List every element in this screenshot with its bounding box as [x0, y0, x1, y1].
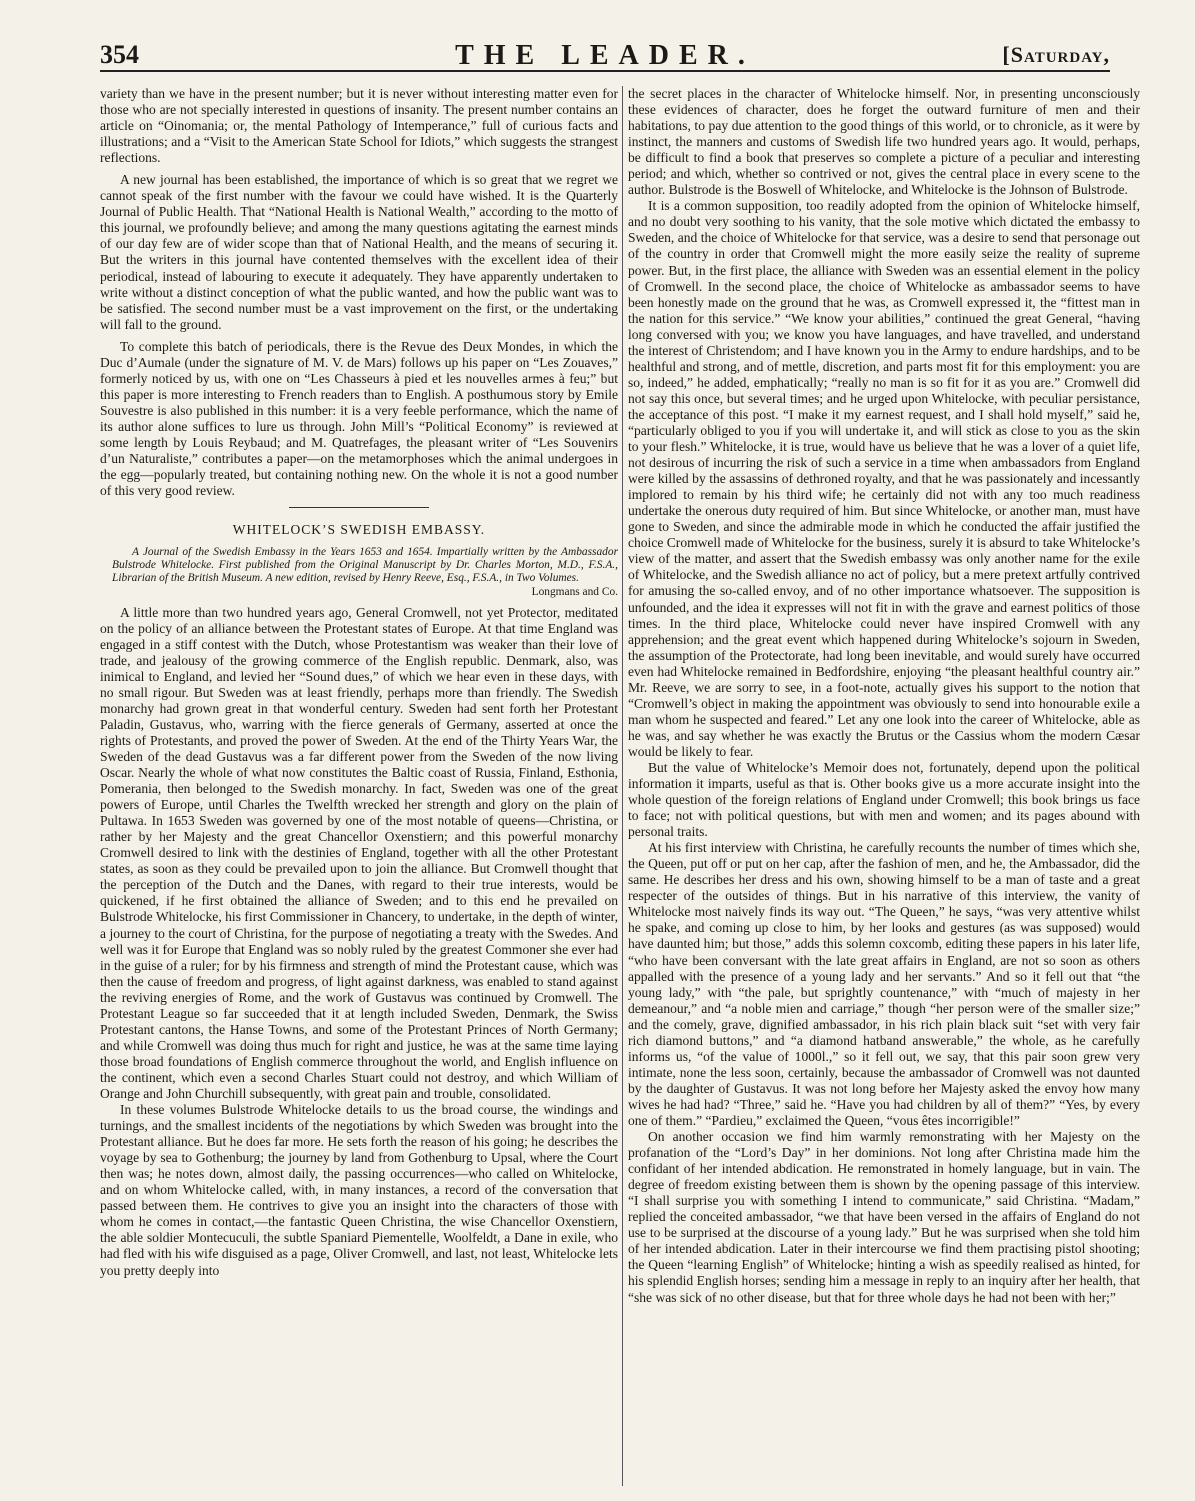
paragraph: To complete this batch of periodicals, there is the Revue des Deux Mondes, in which the Duc d’Aumale (under the signature of M. V. de Mars) follows up his paper on “Les Zouaves,” formerly noticed by us, with one on “Les Chasseurs à pied et les nouvelles armes à feu;” but this paper is more interesting to French readers than to English. A posthumous story by Emile Souvestre is also published in this number: it is a very feeble performance, which the name of its author alone suffices to lure us through. John Mill’s “Political Economy” is reviewed at some length by Louis Reybaud; and M. Quatrefages, the pleasant writer of “Les Souvenirs d’un Naturaliste,” contributes a paper—on the metamorphoses which the animal undergoes in the egg—popularly treated, but containing nothing new. On the whole it is not a good number of this very good review. [100, 338, 618, 499]
paragraph: It is a common supposition, too readily adopted from the opinion of Whitelocke himself, and no doubt very soothing to his vanity, that the sole motive which dictated the embassy to Sweden, and the choice of Whitelocke for that service, was a desire to send that personage out of the country in order that Cromwell might the more easily seize the reality of supreme power. But, in the first place, the alliance with Sweden was an essential element in the policy of Cromwell. In the second place, the choice of Whitelocke as ambassador seems to have been honestly made on the ground that he was, as Cromwell expressed it, the “fittest man in the nation for this service.” “We know your abilities,” continued the great General, “having long conversed with you; we know you have languages, and have travelled, and understand the interest of Christendom; and I have known you in the Army to endure hardships, and to be healthful and strong, and of mettle, discretion, and parts most fit for this employment: you are so, indeed,” he added, emphatically; “really no man is so fit for it as you are.” Cromwell did not say this once, but several times; and he urged upon Whitelocke, with peculiar persistance, the acceptance of this post. “I make it my earnest request, and I shall hold myself,” said he, “particularly obliged to you if you will undertake it, and will stick as close to you as the skin to your flesh.” Whitelocke, it is true, would have us believe that he was a lover of a quiet life, not desirous of incurring the risk of such a service in a time when ambassadors from England were killed by the assassins of dethroned royalty, and that he was passionately and incessantly implored to remain by his third wife; he certainly did not with any too much readiness undertake the onerous duty required of him. But since Whitelocke, or another man, must have gone to Sweden, and since the admirable mode in which he conducted the affair justified the choice Cromwell made of Whitelocke for the business, surely it is absurd to take Whitelocke’s view of the matter, and assert that the Swedish embassy was only another name for the exile of Whitelocke, and the Swedish alliance no act of policy, but a mere pretext artfully contrived for amusing the so-called envoy, and of no other importance whatsoever. The supposition is unfounded, and the idea it expresses will not fit in with the grave and earnest politics of those times. In the third place, Whitelocke could never have inspired Cromwell with any apprehension; and the great event which happened during Whitelocke’s sojourn in Sweden, the assumption of the Protectorate, had long been inevitable, and would surely have occurred even had Whitelocke remained in Bedfordshire, enjoying “the pleasant healthful country air.” Mr. Reeve, we are sorry to see, in a foot-note, actually gives his support to the notion that “Cromwell’s object in making the appointment was obviously to send into honourable exile a man whom he suspected and feared.” Let any one look into the career of Whitelocke, able as he was, and say whether he was exactly the Brutus or the Cassius whom the modern Cæsar would be likely to fear. [628, 198, 1140, 759]
section-divider [289, 507, 429, 508]
paragraph: But the value of Whitelocke’s Memoir does not, fortunately, depend upon the political information it imparts, useful as that is. Other books give us a more accurate insight into the whole question of the foreign relations of England under Cromwell; this book brings us face to face; not with political questions, but with men and women; and its pages abound with personal traits. [628, 759, 1140, 840]
paragraph: variety than we have in the present number; but it is never without interesting matter even for those who are not specially interested in questions of insanity. The present number contains an article on “Oinomania; or, the mental Pathology of Intemperance,” full of curious facts and illustrations; and a “Visit to the American State School for Idiots,” which suggests the strangest reflections. [100, 86, 618, 166]
bibliographic-note: A Journal of the Swedish Embassy in the Years 1653 and 1654. Impartially written by the Ambassador Bulstrode Whitelocke. First published from the Original Manuscript by Dr. Charles Morton, M.D., F.S.A., Librarian of the British Museum. A new edition, revised by Henry Reeve, Esq., F.S.A., in Two Volumes. [112, 546, 618, 585]
publisher: Longmans and Co. [531, 585, 618, 598]
page-number: 354 [100, 40, 139, 69]
issue-day: [Saturday, [1002, 42, 1110, 67]
newspaper-title: THE LEADER. [455, 40, 755, 71]
paragraph: A new journal has been established, the importance of which is so great that we regret we cannot speak of the first number with the favour we could have wished. It is the Quarterly Journal of Public Health. That “National Health is National Wealth,” according to the motto of this journal, we profoundly believe; and among the many questions agitating the earnest minds of our day few are of wider scope than that of National Health, and the means of securing it. But the writers in this journal have contented themselves with the excellent idea of their periodical, instead of labouring to execute it adequately. They have apparently undertaken to write without a distinct conception of what the public wanted, and how the public want was to be satisfied. The second number must be a vast improvement on the first, or the undertaking will fall to the ground. [100, 172, 618, 332]
masthead [100, 40, 1110, 72]
paragraph: A little more than two hundred years ago, General Cromwell, not yet Protector, meditated on the policy of an alliance between the Protestant states of Europe. At that time England was engaged in a stiff contest with the Dutch, whose Protestantism was weaker than their love of trade, and jealousy of the growing commerce of the English republic. Denmark, also, was inimical to England, and levied her “Sound dues,” of which we hear even in these days, with no small rigour. But Sweden was at least friendly, perhaps more than friendly. The Swedish monarchy had grown great in that wonderful century. Sweden had sent forth her Protestant Paladin, Gustavus, who, warring with the fierce generals of Germany, asserted at once the rights of Protestants, and proved the power of Sweden. At the end of the Thirty Years War, the Sweden of the dead Gustavus was a far different power from the Sweden of the now living Oscar. Nearly the whole of what now constitutes the Baltic coast of Russia, Finland, Esthonia, Pomerania, then belonged to the Swedish monarchy. In fact, Sweden was one of the great powers of Europe, until Charles the Twelfth wrecked her strength and glory on the plain of Pultawa. In 1653 Sweden was governed by one of the most notable of queens—Christina, or rather by her Majesty and the great Chancellor Oxenstiern; and this powerful monarchy Cromwell desired to link with the destinies of England, together with all the other Protestant states, as soon as they could be prevailed upon to join the alliance. But Cromwell thought that the perception of the Dutch and the Danes, with regard to their true interests, would be quickened, if he first obtained the alliance of Sweden; and to this end he prevailed on Bulstrode Whitelocke, his first Commissioner in Chancery, to undertake, in the depth of winter, a journey to the court of Christina, for the purpose of negotiating a treaty with the Swedes. And well was it for Europe that England was so nobly ruled by the greatest Commoner she ever had in the guise of a ruler; for by his firmness and strength of mind the Protestant cause, which was then the cause of freedom and progress, of light against darkness, was enabled to stand against the reviving energies of Rome, and the work of Gustavus was continued by Cromwell. The Protestant League so far succeeded that it at length included Sweden, Denmark, the Swiss Protestant cantons, the Hanse Towns, and some of the Protestant Princes of North Germany; and while Cromwell was doing thus much for right and justice, he was at the same time laying those broad foundations of English commerce throughout the world, and English influence on the continent, which even a second Charles Stuart could not destroy, and which William of Orange and John Churchill subsequently, with great pain and trouble, consolidated. [100, 604, 618, 1101]
right-column [628, 86, 1140, 1486]
paragraph: On another occasion we find him warmly remonstrating with her Majesty on the profanation of the “Lord’s Day” in her dominions. Not long after Christina made him the confidant of her intended abdication. He remonstrated in homely language, but in vain. The degree of freedom existing between them is shown by the opening passage of this interview. “I shall surprise you with something I intend to communicate,” said Christina. “Madam,” replied the conceited ambassador, “we that have been versed in the affairs of England do not use to be surprised at the discourse of a young lady.” But he was surprised when she told him of her intended abdication. Later in their intercourse we find them practising pistol shooting; the Queen “learning English” of Whitelocke; hinting a wish as speedily realised as hinted, for his splendid English horses; sending him a message in reply to an inquiry after her health, that “she was sick of no other disease, but that for three whole days he had not been with her;” [628, 1129, 1140, 1305]
left-column [100, 86, 618, 1486]
column-rule [622, 86, 623, 1486]
paragraph: At his first interview with Christina, he carefully recounts the number of times which she, the Queen, put off or put on her cap, after the fashion of men, and he, the Ambassador, did the same. He describes her dress and his own, showing himself to be a man of taste and a great respecter of the outsides of things. But in his narrative of this interview, the vanity of Whitelocke most naively finds its way out. “The Queen,” he says, “was very attentive whilst he spake, and coming up close to him, by her looks and gestures (as was supposed) would have daunted him; but those,” adds this solemn coxcomb, editing these papers in his later life, “who have been conversant with the late great affairs in England, are not so soon as others appalled with the presence of a young lady and her servants.” And so it fell out that “the young lady,” with “the pale, but sprightly countenance,” with “much of majesty in her demeanour,” and “a noble mien and carriage,” though “her person were of the smaller size;” and the comely, grave, dignified ambassador, in his rich plain black suit “set with very fair rich diamond buttons,” and “a diamond hatband answerable,” the whole, as he carefully informs us, “of the value of 1000l.,” so it fell out, we say, that this pair soon grew very intimate, none the less soon, certainly, because the ambassador of Cromwell was not daunted by the daughter of Gustavus. It was not long before her Majesty asked the envoy how many wives he had had? “Three,” said he. “Have you had children by all of them?” “Yes, by every one of them.” “Pardieu,” exclaimed the Queen, “vous êtes incorrigible!” [628, 840, 1140, 1128]
article-heading: WHITELOCK’S SWEDISH EMBASSY. [232, 522, 486, 538]
paragraph: In these volumes Bulstrode Whitelocke details to us the broad course, the windings and turnings, and the smallest incidents of the negotiations by which Sweden was brought into the Protestant alliance. But he does far more. He sets forth the reason of his going; he describes the voyage by sea to Gothenburg; the journey by land from Gothenburg to Upsal, where the Court then was; he notes down, almost daily, the passing occurrences—who called on Whitelocke, and on whom Whitelocke called, with, in many instances, a record of the conversation that passed between them. He contrives to give you an insight into the characters of those with whom he comes in contact,—the fantastic Queen Christina, the wise Chancellor Oxenstiern, the able soldier Montecuculi, the subtle Spaniard Piementelle, Woolfeldt, a Dane in exile, who had fled with his wife disguised as a page, Oliver Cromwell, and last, not least, Whitelocke lets you pretty deeply into [100, 1102, 618, 1278]
paragraph: the secret places in the character of Whitelocke himself. Nor, in presenting unconsciously these evidences of character, does he forget the outward furniture of men and their habitations, to pay due attention to the good things of this world, or to chronicle, as it were by instinct, the manners and customs of Swedish life two hundred years ago. It would, perhaps, be difficult to find a book that preserves so complete a picture of a peculiar and interesting period; and which, whether so contrived or not, gives the central place in every scene to the author. Bulstrode is the Boswell of Whitelocke, and Whitelocke is the Johnson of Bulstrode. [628, 86, 1140, 198]
